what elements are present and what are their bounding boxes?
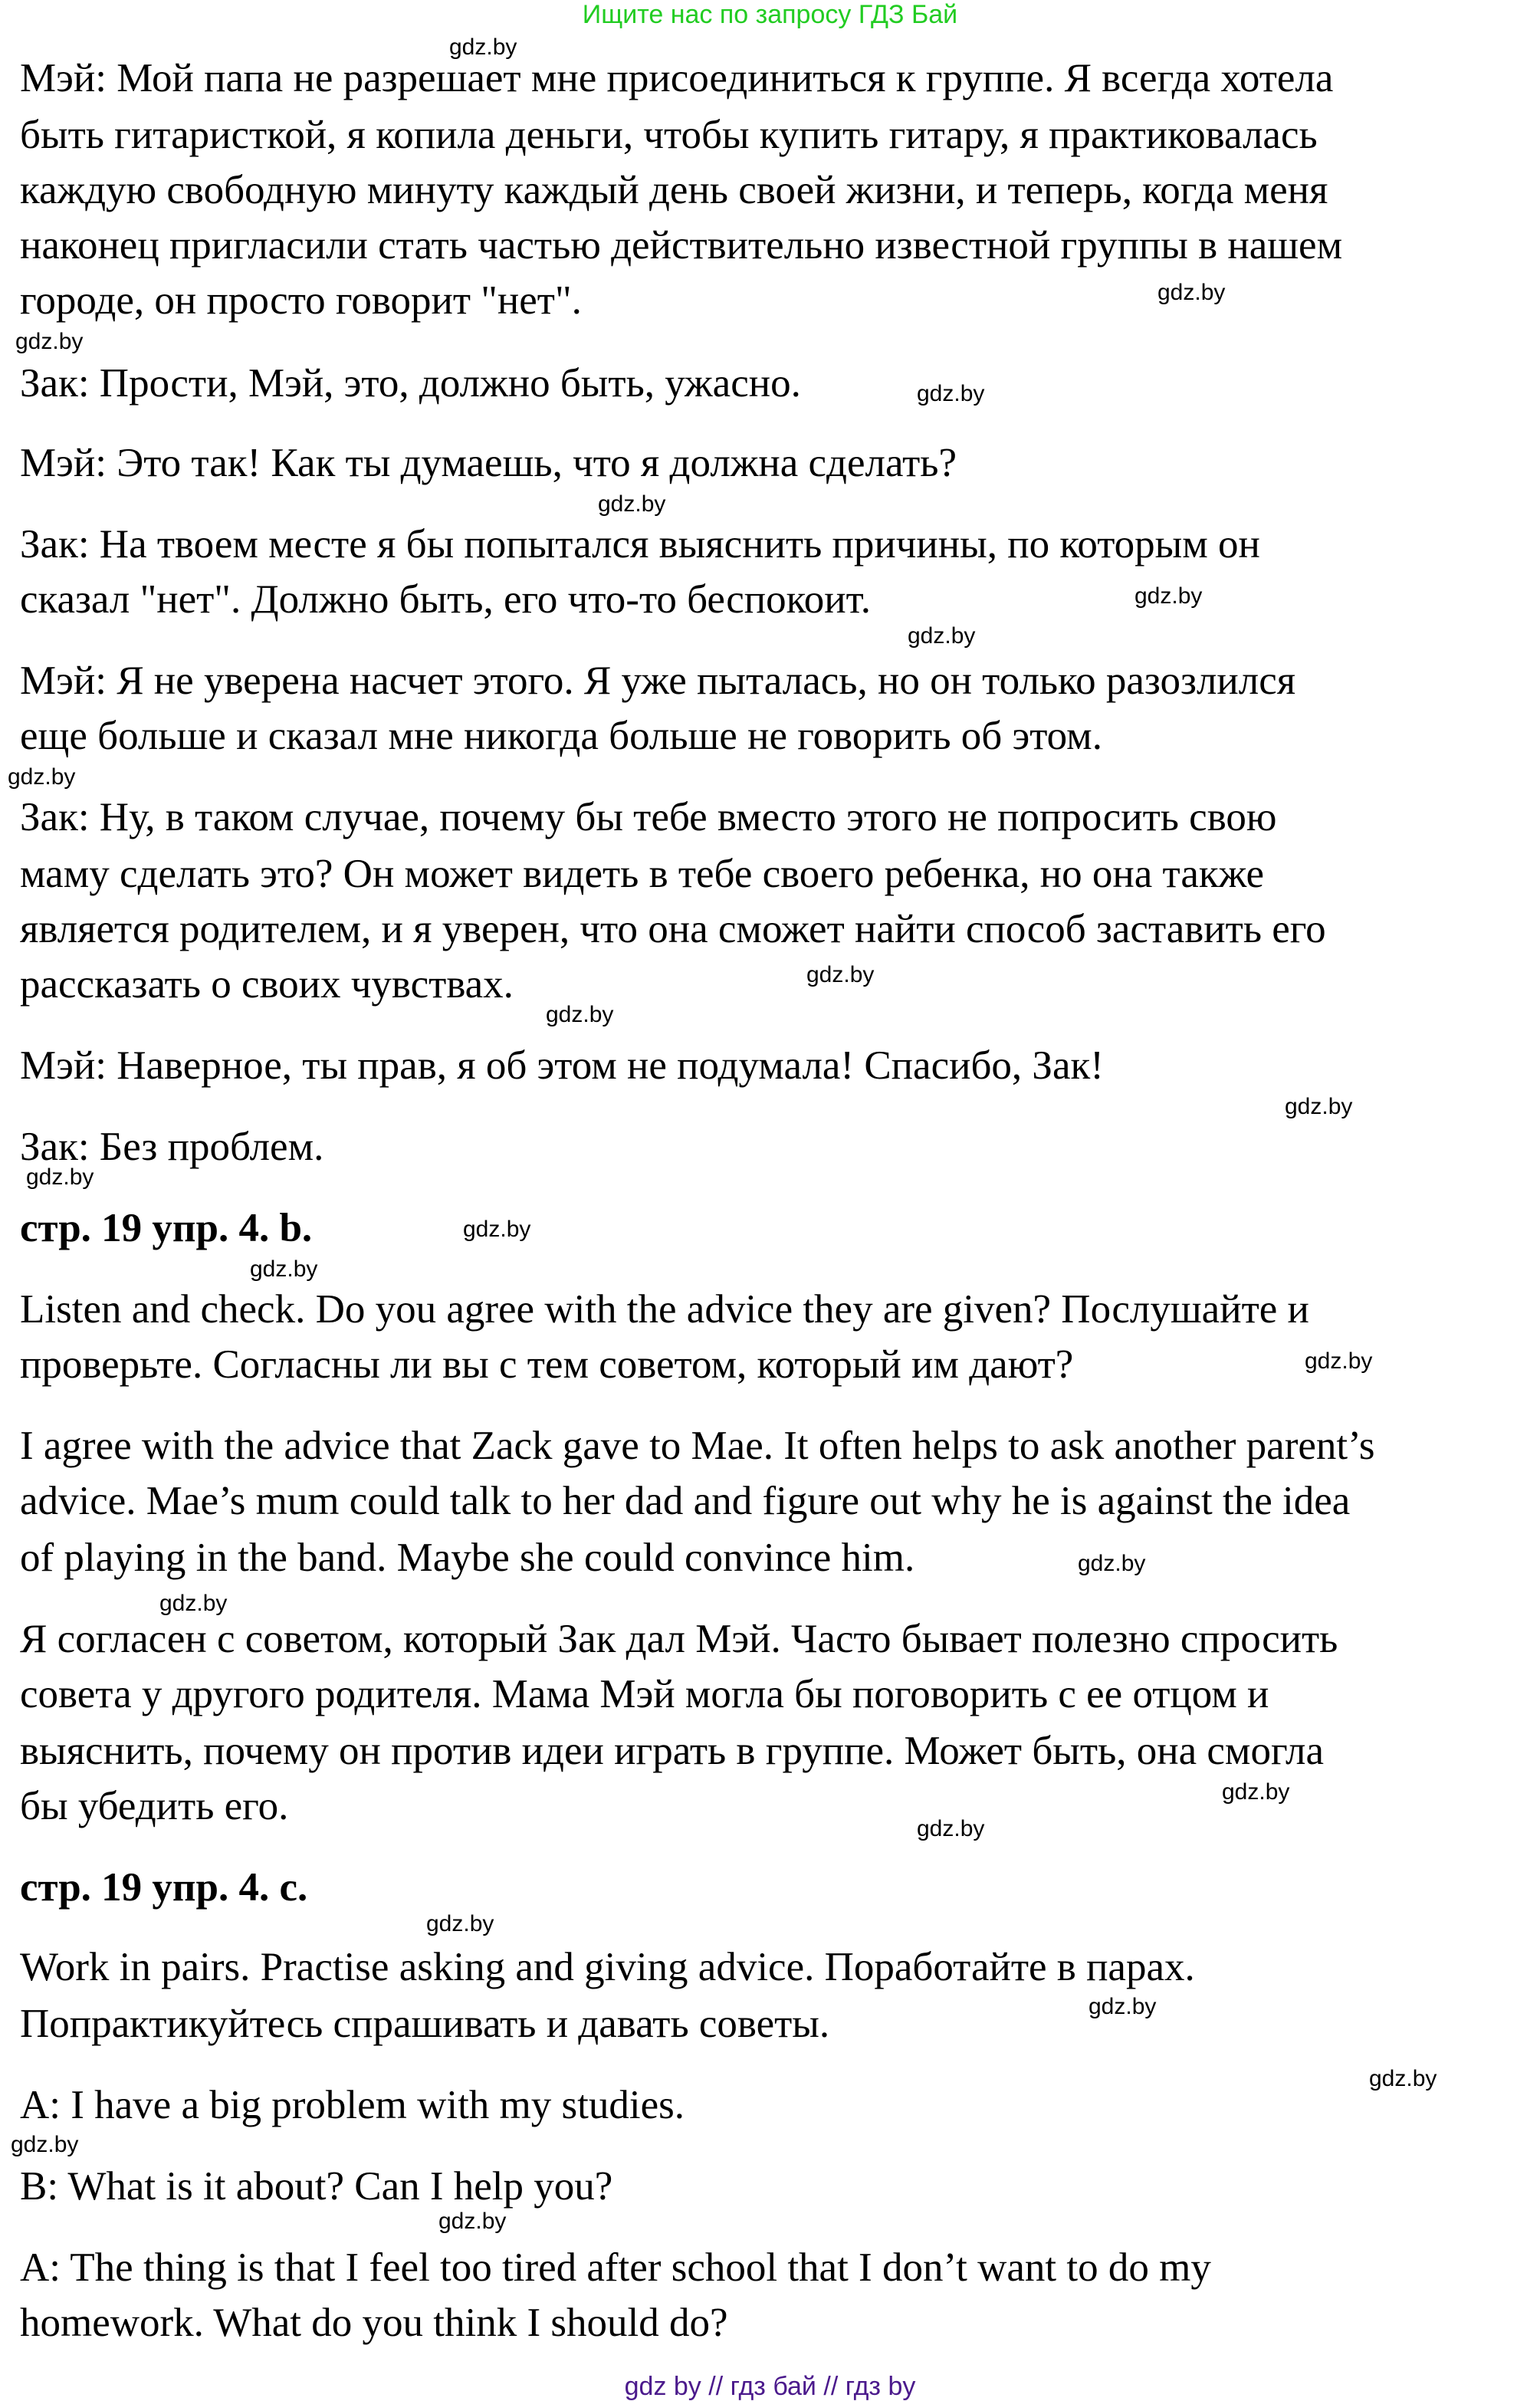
text-line: бы убедить его.: [20, 1784, 289, 1828]
watermark: gdz.by: [1369, 2066, 1437, 2091]
text-line: advice. Mae’s mum could talk to her dad and figure out why he is against the idea: [20, 1479, 1351, 1523]
text-line: маму сделать это? Он может видеть в тебе своего ребенка, но она также: [20, 852, 1265, 896]
watermark: gdz.by: [1222, 1779, 1290, 1805]
watermark: gdz.by: [1305, 1348, 1373, 1374]
text-line: homework. What do you think I should do?: [20, 2301, 728, 2345]
text-line: Listen and check. Do you agree with the advice they are given? Послушайте и: [20, 1287, 1309, 1332]
text-line: городе, он просто говорит "нет".: [20, 278, 582, 323]
watermark: gdz.by: [159, 1591, 228, 1616]
text-line: выяснить, почему он против идеи играть в группе. Может быть, она смогла: [20, 1729, 1324, 1773]
site-banner[interactable]: Ищите нас по запросу ГДЗ Бай: [582, 0, 958, 29]
watermark: gdz.by: [908, 623, 976, 649]
watermark: gdz.by: [1285, 1094, 1353, 1119]
text-line: B: What is it about? Can I help you?: [20, 2164, 613, 2209]
text-line: Я согласен с советом, который Зак дал Мэй. Часто бывает полезно спросить: [20, 1617, 1338, 1661]
text-line: Мэй: Мой папа не разрешает мне присоединиться к группе. Я всегда хотела: [20, 56, 1334, 100]
text-line: A: The thing is that I feel too tired after school that I don’t want to do my: [20, 2245, 1211, 2290]
text-line: Мэй: Наверное, ты прав, я об этом не подумала! Спасибо, Зак!: [20, 1043, 1104, 1088]
watermark: gdz.by: [250, 1256, 318, 1282]
watermark: gdz.by: [463, 1217, 531, 1242]
text-line: of playing in the band. Maybe she could convince him.: [20, 1536, 915, 1580]
text-line: Зак: Без проблем.: [20, 1125, 324, 1169]
watermark: gdz.by: [1089, 1994, 1157, 2019]
watermark: gdz.by: [449, 34, 517, 60]
footer-links[interactable]: gdz by // гдз бай // гдз by: [624, 2372, 916, 2401]
watermark: gdz.by: [426, 1911, 494, 1936]
text-line: Зак: Прости, Мэй, это, должно быть, ужасно.: [20, 361, 801, 406]
watermark: gdz.by: [8, 764, 76, 790]
watermark: gdz.by: [1134, 583, 1203, 609]
section-heading: стр. 19 упр. 4. b.: [20, 1206, 313, 1250]
text-line: Work in pairs. Practise asking and giving advice. Поработайте в парах.: [20, 1945, 1195, 1989]
watermark: gdz.by: [26, 1164, 94, 1190]
text-line: сказал "нет". Должно быть, его что-то беспокоит.: [20, 577, 871, 622]
text-line: является родителем, и я уверен, что она сможет найти способ заставить его: [20, 907, 1326, 951]
watermark: gdz.by: [15, 329, 84, 354]
watermark: gdz.by: [438, 2209, 507, 2234]
text-line: Мэй: Я не уверена насчет этого. Я уже пыталась, но он только разозлился: [20, 659, 1296, 703]
watermark: gdz.by: [917, 1816, 985, 1841]
watermark: gdz.by: [11, 2132, 79, 2157]
text-line: каждую свободную минуту каждый день своей жизни, и теперь, когда меня: [20, 168, 1328, 212]
text-line: I agree with the advice that Zack gave to Mae. It often helps to ask another parent’s: [20, 1424, 1375, 1468]
text-line: Мэй: Это так! Как ты думаешь, что я должна сделать?: [20, 441, 957, 485]
text-line: Зак: На твоем месте я бы попытался выяснить причины, по которым он: [20, 522, 1260, 567]
text-line: A: I have a big problem with my studies.: [20, 2083, 685, 2127]
watermark: gdz.by: [806, 962, 875, 987]
text-line: проверьте. Согласны ли вы с тем советом, который им дают?: [20, 1342, 1074, 1387]
text-line: еще больше и сказал мне никогда больше не говорить об этом.: [20, 714, 1102, 758]
watermark: gdz.by: [598, 491, 666, 517]
watermark: gdz.by: [1157, 280, 1226, 305]
watermark: gdz.by: [917, 381, 985, 406]
text-line: наконец пригласили стать частью действительно известной группы в нашем: [20, 223, 1343, 268]
watermark: gdz.by: [1078, 1551, 1146, 1576]
text-line: Зак: Ну, в таком случае, почему бы тебе вместо этого не попросить свою: [20, 795, 1277, 839]
text-line: рассказать о своих чувствах.: [20, 962, 514, 1007]
watermark: gdz.by: [546, 1002, 614, 1027]
text-line: Попрактикуйтесь спрашивать и давать советы.: [20, 2002, 830, 2046]
text-line: быть гитаристкой, я копила деньги, чтобы купить гитару, я практиковалась: [20, 113, 1318, 157]
text-line: совета у другого родителя. Мама Мэй могла бы поговорить с ее отцом и: [20, 1672, 1269, 1716]
section-heading: стр. 19 упр. 4. c.: [20, 1865, 308, 1910]
